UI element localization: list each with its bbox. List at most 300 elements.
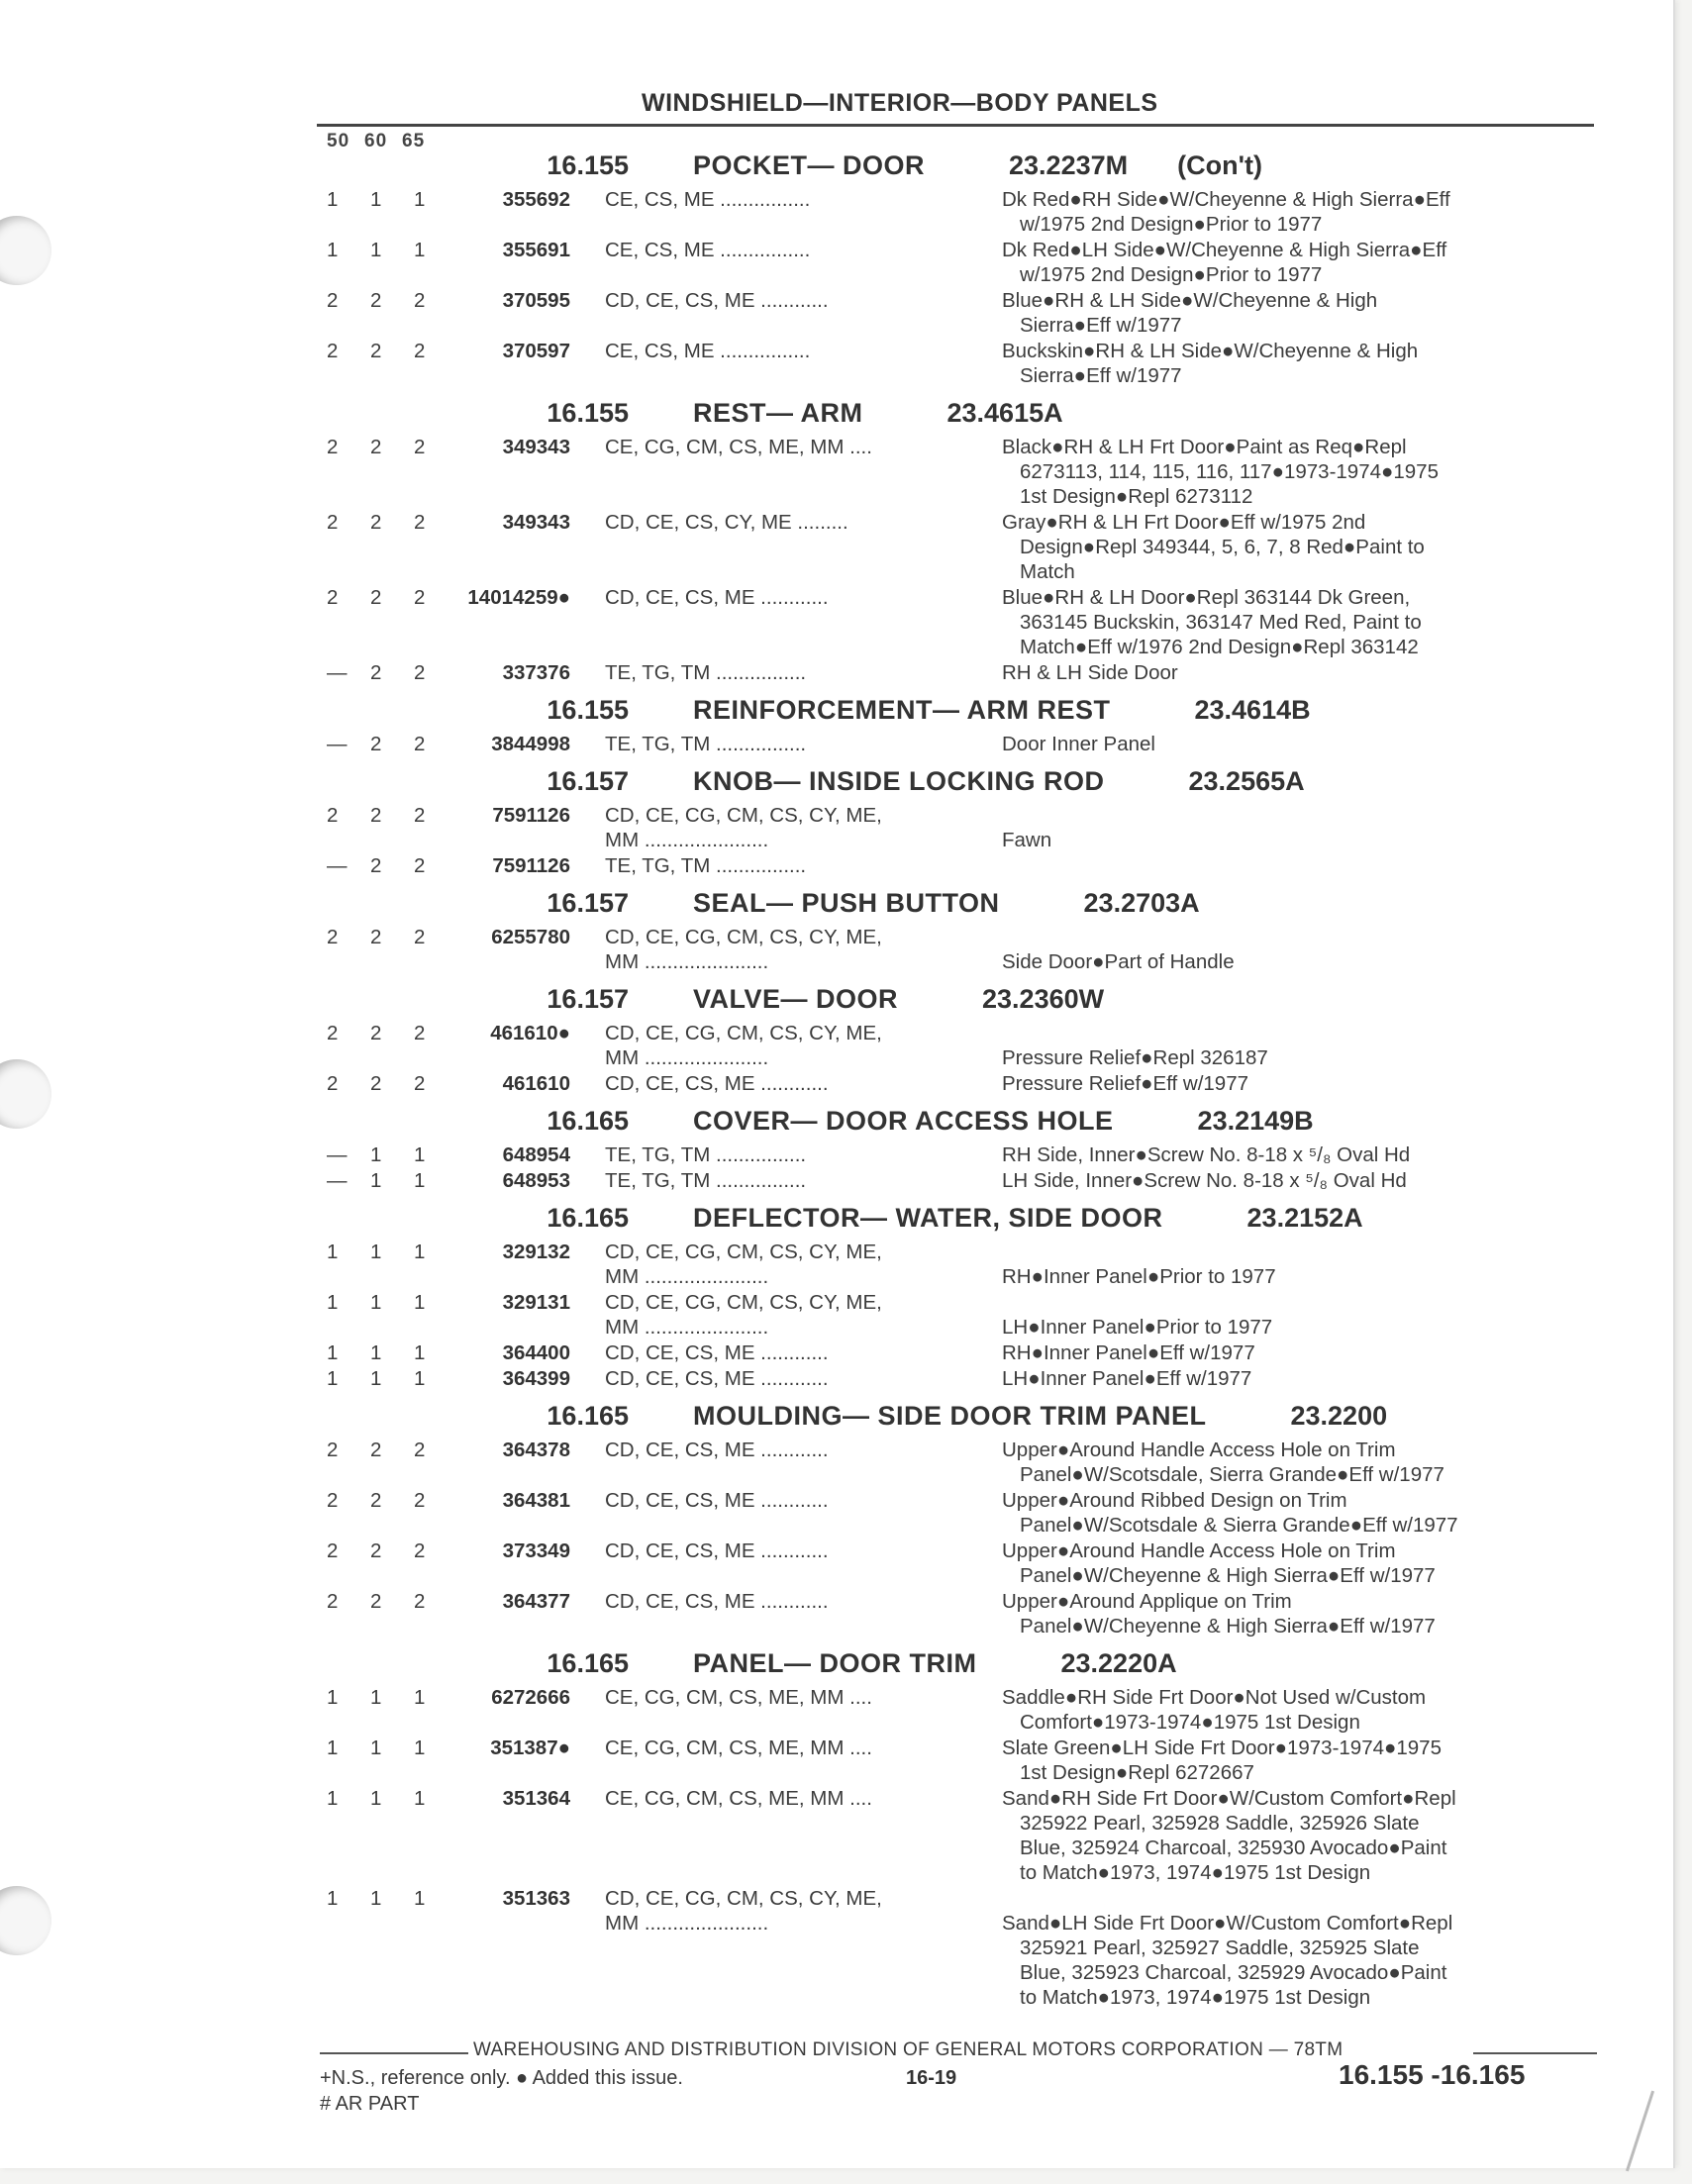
part-description (1002, 925, 1586, 974)
quantity-60: 2 (370, 511, 382, 534)
parts-list (327, 150, 1604, 2010)
description-line: Upper●Around Handle Access Hole on Trim (1002, 1439, 1396, 1461)
section-number: 16.157 (547, 766, 629, 796)
quantity-65: 1 (414, 1241, 426, 1263)
quantity-50: — (327, 661, 348, 684)
binder-hole (0, 1886, 51, 1955)
quantity-60: 1 (370, 188, 382, 211)
part-description (1002, 585, 1586, 659)
model-line: TE, TG, TM ................ (605, 733, 807, 755)
part-description (1002, 732, 1586, 756)
description-line: Upper●Around Ribbed Design on Trim (1002, 1489, 1347, 1512)
model-codes (605, 1886, 996, 1936)
quantity-65: 2 (414, 436, 426, 458)
model-line: CE, CG, CM, CS, ME, MM .... (605, 1787, 872, 1810)
year-col-65: 65 (402, 131, 426, 151)
description-line (1002, 853, 1586, 878)
part-row (327, 1142, 1604, 1167)
model-line: TE, TG, TM ................ (605, 661, 807, 684)
model-codes (605, 1071, 996, 1096)
section-header (327, 1401, 1604, 1437)
part-row (327, 1685, 1604, 1735)
part-description (1002, 187, 1586, 237)
quantity-50: 1 (327, 1241, 339, 1263)
part-row (327, 435, 1604, 509)
model-line: CE, CS, ME ................ (605, 239, 811, 261)
quantity-50: 2 (327, 1439, 339, 1461)
quantity-50: 2 (327, 340, 339, 362)
part-number: 364381 (502, 1489, 570, 1512)
part-row (327, 925, 1604, 974)
part-row (327, 187, 1604, 237)
model-line: CE, CS, ME ................ (605, 188, 811, 211)
description-line: Saddle●RH Side Frt Door●Not Used w/Custom (1002, 1686, 1427, 1709)
year-col-60: 60 (364, 131, 388, 151)
section-name: SEAL— PUSH BUTTON (693, 888, 1000, 918)
model-line: CD, CE, CS, ME ............ (605, 289, 829, 312)
quantity-60: 1 (370, 1241, 382, 1263)
quantity-60: 2 (370, 1072, 382, 1095)
quantity-50: 2 (327, 926, 339, 948)
description-line: Blue, 325923 Charcoal, 325929 Avocado●Paint (1020, 1961, 1447, 1984)
footer-ar-part: # AR PART (320, 2093, 420, 2115)
quantity-60: 2 (370, 1539, 382, 1562)
quantity-50: 2 (327, 436, 339, 458)
description-line: LH●Inner Panel●Prior to 1977 (1002, 1316, 1273, 1339)
quantity-50: 2 (327, 1072, 339, 1095)
description-line: Dk Red●RH Side●W/Cheyenne & High Sierra●Eff (1002, 188, 1450, 211)
part-description (1002, 1886, 1586, 2010)
model-line: CD, CE, CS, ME ............ (605, 1439, 829, 1461)
model-codes (605, 1488, 996, 1513)
quantity-50: 1 (327, 1787, 339, 1810)
quantity-60: 2 (370, 804, 382, 827)
quantity-50: 1 (327, 1367, 339, 1390)
part-row (327, 1438, 1604, 1487)
model-line: CD, CE, CS, ME ............ (605, 1367, 829, 1390)
section-code: 23.2360W (982, 984, 1105, 1014)
part-number: 373349 (502, 1539, 570, 1562)
description-line: 325921 Pearl, 325927 Saddle, 325925 Slate (1020, 1936, 1420, 1959)
section-code: 23.4614B (1194, 695, 1311, 725)
description-line: RH & LH Side Door (1002, 661, 1178, 684)
model-line: TE, TG, TM ................ (605, 1143, 807, 1166)
description-line: 1st Design●Repl 6273112 (1020, 485, 1253, 508)
model-line: CD, CE, CG, CM, CS, CY, ME, (605, 804, 882, 827)
part-number: 648953 (502, 1169, 570, 1192)
section-name: KNOB— INSIDE LOCKING ROD (693, 766, 1105, 796)
year-col-50: 50 (327, 131, 350, 151)
quantity-60: 2 (370, 1590, 382, 1613)
year-columns-header (327, 131, 440, 152)
quantity-50: 1 (327, 1686, 339, 1709)
description-line: Sand●LH Side Frt Door●W/Custom Comfort●Repl (1002, 1912, 1453, 1935)
description-line: Upper●Around Applique on Trim (1002, 1590, 1292, 1613)
part-row (327, 1168, 1604, 1193)
quantity-65: 2 (414, 586, 426, 609)
part-row (327, 660, 1604, 685)
quantity-60: 2 (370, 661, 382, 684)
part-description (1002, 853, 1586, 878)
description-line: Comfort●1973-1974●1975 1st Design (1020, 1711, 1360, 1734)
description-line: Upper●Around Handle Access Hole on Trim (1002, 1539, 1396, 1562)
footer-division: WAREHOUSING AND DISTRIBUTION DIVISION OF GENERAL MOTORS CORPORATION — 78TM (473, 2039, 1344, 2060)
quantity-50: 1 (327, 1887, 339, 1910)
model-line: MM ...................... (605, 1265, 769, 1288)
section-name: REINFORCEMENT— ARM REST (693, 695, 1111, 725)
part-number: 370595 (502, 289, 570, 312)
description-line: RH Side, Inner●Screw No. 8-18 x ⁵/₈ Oval Hd (1002, 1143, 1411, 1166)
quantity-65: 2 (414, 804, 426, 827)
quantity-60: 2 (370, 1489, 382, 1512)
part-number: 351363 (502, 1887, 570, 1910)
model-line: TE, TG, TM ................ (605, 854, 807, 877)
model-codes (605, 1786, 996, 1811)
description-line: w/1975 2nd Design●Prior to 1977 (1020, 263, 1323, 286)
part-number: 14014259● (467, 586, 570, 609)
part-row (327, 803, 1604, 852)
model-line: MM ...................... (605, 950, 769, 973)
quantity-65: 2 (414, 340, 426, 362)
description-line (1002, 1886, 1586, 1911)
description-line (1002, 803, 1586, 828)
model-line: CD, CE, CG, CM, CS, CY, ME, (605, 1291, 882, 1314)
part-number: 355692 (502, 188, 570, 211)
model-line: CE, CS, ME ................ (605, 340, 811, 362)
description-line: Side Door●Part of Handle (1002, 950, 1235, 973)
part-description (1002, 435, 1586, 509)
section-name: POCKET— DOOR (693, 150, 926, 180)
footer-rule-left (320, 2052, 468, 2054)
section-header (327, 984, 1604, 1020)
quantity-60: 1 (370, 239, 382, 261)
quantity-60: 1 (370, 1367, 382, 1390)
quantity-65: 2 (414, 1072, 426, 1095)
description-line: Gray●RH & LH Frt Door●Eff w/1975 2nd (1002, 511, 1366, 534)
description-line: Panel●W/Cheyenne & High Sierra●Eff w/1977 (1020, 1564, 1436, 1587)
quantity-60: 1 (370, 1787, 382, 1810)
part-description (1002, 1488, 1586, 1538)
section-name: VALVE— DOOR (693, 984, 899, 1014)
model-line: CD, CE, CS, ME ............ (605, 1489, 829, 1512)
quantity-60: 2 (370, 733, 382, 755)
description-line: Buckskin●RH & LH Side●W/Cheyenne & High (1002, 340, 1419, 362)
section-code: 23.4615A (946, 398, 1063, 428)
part-description (1002, 1736, 1586, 1785)
model-codes (605, 339, 996, 363)
part-row (327, 1736, 1604, 1785)
quantity-60: 2 (370, 1022, 382, 1044)
quantity-60: 1 (370, 1887, 382, 1910)
page-number: 16-19 (906, 2067, 957, 2089)
model-line: CD, CE, CS, ME ............ (605, 1072, 829, 1095)
model-line: CD, CE, CS, ME ............ (605, 1590, 829, 1613)
model-codes (605, 1340, 996, 1365)
section-header (327, 695, 1604, 731)
part-description (1002, 1589, 1586, 1638)
description-line: Sierra●Eff w/1977 (1020, 314, 1182, 337)
model-line: MM ...................... (605, 829, 769, 851)
description-line: 325922 Pearl, 325928 Saddle, 325926 Slate (1020, 1812, 1420, 1835)
model-codes (605, 732, 996, 756)
model-line: CD, CE, CG, CM, CS, CY, ME, (605, 1022, 882, 1044)
model-codes (605, 510, 996, 535)
model-codes (605, 1539, 996, 1563)
section-header (327, 1648, 1604, 1684)
quantity-60: 2 (370, 1439, 382, 1461)
section-code: 23.2220A (1060, 1648, 1177, 1678)
part-row (327, 1240, 1604, 1289)
part-number: 648954 (502, 1143, 570, 1166)
model-codes (605, 1366, 996, 1391)
description-line: RH●Inner Panel●Prior to 1977 (1002, 1265, 1276, 1288)
part-description (1002, 1685, 1586, 1735)
part-description (1002, 339, 1586, 388)
quantity-50: 2 (327, 289, 339, 312)
part-description (1002, 1340, 1586, 1365)
section-header (327, 766, 1604, 802)
page-title: WINDSHIELD—INTERIOR—BODY PANELS (642, 89, 1158, 117)
quantity-65: 1 (414, 1367, 426, 1390)
section-extra: (Con't) (1177, 150, 1262, 180)
section-code: 23.2237M (1009, 150, 1129, 180)
section-number: 16.155 (547, 398, 629, 428)
quantity-50: 2 (327, 1022, 339, 1044)
part-description (1002, 1071, 1586, 1096)
quantity-50: 1 (327, 1341, 339, 1364)
part-number: 364377 (502, 1590, 570, 1613)
part-row (327, 1340, 1604, 1365)
part-row (327, 238, 1604, 287)
model-line: TE, TG, TM ................ (605, 1169, 807, 1192)
quantity-65: 1 (414, 1341, 426, 1364)
part-description (1002, 1366, 1586, 1391)
description-line: Pressure Relief●Repl 326187 (1002, 1046, 1268, 1069)
part-row (327, 288, 1604, 338)
quantity-60: 1 (370, 1291, 382, 1314)
quantity-65: 2 (414, 926, 426, 948)
description-line: Design●Repl 349344, 5, 6, 7, 8 Red●Paint to (1020, 536, 1425, 558)
description-line (1002, 1290, 1586, 1315)
part-number: 6272666 (491, 1686, 570, 1709)
quantity-50: — (327, 1143, 348, 1166)
quantity-50: 1 (327, 1291, 339, 1314)
quantity-65: 2 (414, 733, 426, 755)
description-line: Sand●RH Side Frt Door●W/Custom Comfort●Repl (1002, 1787, 1456, 1810)
binder-hole (0, 1059, 51, 1129)
quantity-60: 2 (370, 926, 382, 948)
description-line: LH Side, Inner●Screw No. 8-18 x ⁵/₈ Oval Hd (1002, 1169, 1407, 1192)
model-line: MM ...................... (605, 1046, 769, 1069)
model-codes (605, 435, 996, 459)
section-number: 16.157 (547, 984, 629, 1014)
model-codes (605, 660, 996, 685)
quantity-65: 1 (414, 1143, 426, 1166)
model-line: CD, CE, CG, CM, CS, CY, ME, (605, 1887, 882, 1910)
description-line: Match (1020, 560, 1075, 583)
quantity-50: — (327, 854, 348, 877)
part-description (1002, 803, 1586, 852)
part-row (327, 732, 1604, 756)
quantity-50: 1 (327, 1737, 339, 1759)
section-number: 16.165 (547, 1203, 629, 1233)
quantity-65: 2 (414, 1539, 426, 1562)
quantity-65: 1 (414, 1686, 426, 1709)
description-line: Black●RH & LH Frt Door●Paint as Req●Repl (1002, 436, 1407, 458)
model-codes (605, 1438, 996, 1462)
quantity-50: — (327, 733, 348, 755)
part-description (1002, 1240, 1586, 1289)
section-code: 23.2200 (1290, 1401, 1388, 1431)
quantity-60: 1 (370, 1143, 382, 1166)
description-line: 1st Design●Repl 6272667 (1020, 1761, 1254, 1784)
model-line: CD, CE, CG, CM, CS, CY, ME, (605, 1241, 882, 1263)
model-codes (605, 238, 996, 262)
part-row (327, 339, 1604, 388)
quantity-65: 1 (414, 1787, 426, 1810)
section-name: COVER— DOOR ACCESS HOLE (693, 1106, 1114, 1136)
part-description (1002, 1539, 1586, 1588)
part-number: 461610● (490, 1022, 570, 1044)
section-header (327, 1106, 1604, 1142)
model-codes (605, 1736, 996, 1760)
quantity-65: 2 (414, 854, 426, 877)
part-number: 461610 (502, 1072, 570, 1095)
model-line: CD, CE, CS, ME ............ (605, 1341, 829, 1364)
part-number: 329131 (502, 1291, 570, 1314)
model-line: CE, CG, CM, CS, ME, MM .... (605, 1737, 872, 1759)
description-line: Panel●W/Scotsdale, Sierra Grande●Eff w/1977 (1020, 1463, 1444, 1486)
part-number: 7591126 (492, 804, 570, 827)
section-header (327, 398, 1604, 434)
model-line: CD, CE, CG, CM, CS, CY, ME, (605, 926, 882, 948)
section-name: MOULDING— SIDE DOOR TRIM PANEL (693, 1401, 1207, 1431)
part-number: 7591126 (492, 854, 570, 877)
model-codes (605, 1240, 996, 1289)
model-line: CD, CE, CS, ME ............ (605, 586, 829, 609)
model-codes (605, 1685, 996, 1710)
footer-rule-right (1473, 2052, 1597, 2054)
section-range: 16.155 -16.165 (1339, 2059, 1526, 2090)
part-row (327, 1886, 1604, 2010)
model-codes (605, 1021, 996, 1070)
quantity-65: 2 (414, 289, 426, 312)
quantity-65: 1 (414, 188, 426, 211)
quantity-65: 1 (414, 1291, 426, 1314)
description-line: LH●Inner Panel●Eff w/1977 (1002, 1367, 1252, 1390)
quantity-65: 2 (414, 1489, 426, 1512)
description-line: Pressure Relief●Eff w/1977 (1002, 1072, 1249, 1095)
description-line: 363145 Buckskin, 363147 Med Red, Paint to (1020, 611, 1422, 634)
footer-legend: +N.S., reference only. ● Added this issue. (320, 2067, 683, 2089)
section-name: PANEL— DOOR TRIM (693, 1648, 977, 1678)
model-line: CD, CE, CS, CY, ME ......... (605, 511, 848, 534)
quantity-65: 1 (414, 1169, 426, 1192)
section-number: 16.157 (547, 888, 629, 918)
part-description (1002, 1290, 1586, 1340)
section-code: 23.2149B (1197, 1106, 1314, 1136)
part-row (327, 1366, 1604, 1391)
model-codes (605, 853, 996, 878)
part-number: 337376 (502, 661, 570, 684)
section-name: REST— ARM (693, 398, 863, 428)
quantity-65: 1 (414, 239, 426, 261)
section-number: 16.165 (547, 1106, 629, 1136)
quantity-65: 1 (414, 1887, 426, 1910)
model-codes (605, 187, 996, 212)
part-row (327, 1021, 1604, 1070)
section-number: 16.165 (547, 1648, 629, 1678)
section-header (327, 1203, 1604, 1239)
quantity-60: 1 (370, 1686, 382, 1709)
description-line: Slate Green●LH Side Frt Door●1973-1974●1975 (1002, 1737, 1442, 1759)
model-line: CE, CG, CM, CS, ME, MM .... (605, 1686, 872, 1709)
description-line: Blue, 325924 Charcoal, 325930 Avocado●Paint (1020, 1837, 1447, 1859)
model-codes (605, 1142, 996, 1167)
part-row (327, 585, 1604, 659)
description-line: w/1975 2nd Design●Prior to 1977 (1020, 213, 1323, 236)
quantity-60: 2 (370, 586, 382, 609)
section-number: 16.165 (547, 1401, 629, 1431)
model-line: CE, CG, CM, CS, ME, MM .... (605, 436, 872, 458)
section-header (327, 150, 1604, 186)
quantity-50: — (327, 1169, 348, 1192)
description-line (1002, 925, 1586, 949)
quantity-60: 1 (370, 1341, 382, 1364)
quantity-60: 2 (370, 289, 382, 312)
part-row (327, 1290, 1604, 1340)
section-name: DEFLECTOR— WATER, SIDE DOOR (693, 1203, 1163, 1233)
model-codes (605, 1168, 996, 1193)
quantity-60: 2 (370, 436, 382, 458)
part-description (1002, 1438, 1586, 1487)
part-number: 349343 (502, 436, 570, 458)
description-line: to Match●1973, 1974●1975 1st Design (1020, 1861, 1371, 1884)
part-description (1002, 1168, 1586, 1193)
part-number: 355691 (502, 239, 570, 261)
quantity-65: 2 (414, 1439, 426, 1461)
part-number: 364378 (502, 1439, 570, 1461)
quantity-50: 2 (327, 804, 339, 827)
section-header (327, 888, 1604, 924)
model-line: CD, CE, CS, ME ............ (605, 1539, 829, 1562)
part-row (327, 853, 1604, 878)
section-number: 16.155 (547, 695, 629, 725)
description-line: Panel●W/Scotsdale & Sierra Grande●Eff w/1977 (1020, 1514, 1458, 1537)
part-description (1002, 1142, 1586, 1167)
part-row (327, 1589, 1604, 1638)
part-description (1002, 510, 1586, 584)
section-code: 23.2565A (1188, 766, 1305, 796)
description-line: to Match●1973, 1974●1975 1st Design (1020, 1986, 1371, 2009)
part-number: 329132 (502, 1241, 570, 1263)
model-codes (605, 288, 996, 313)
quantity-50: 2 (327, 1539, 339, 1562)
description-line: Panel●W/Cheyenne & High Sierra●Eff w/1977 (1020, 1615, 1436, 1638)
part-description (1002, 660, 1586, 685)
quantity-65: 2 (414, 511, 426, 534)
model-codes (605, 1589, 996, 1614)
part-number: 3844998 (491, 733, 570, 755)
description-line: 6273113, 114, 115, 116, 117●1973-1974●1975 (1020, 460, 1439, 483)
description-line (1002, 1240, 1586, 1264)
model-codes (605, 1290, 996, 1340)
part-number: 349343 (502, 511, 570, 534)
quantity-60: 2 (370, 854, 382, 877)
part-description (1002, 1786, 1586, 1885)
quantity-50: 1 (327, 188, 339, 211)
quantity-60: 1 (370, 1737, 382, 1759)
